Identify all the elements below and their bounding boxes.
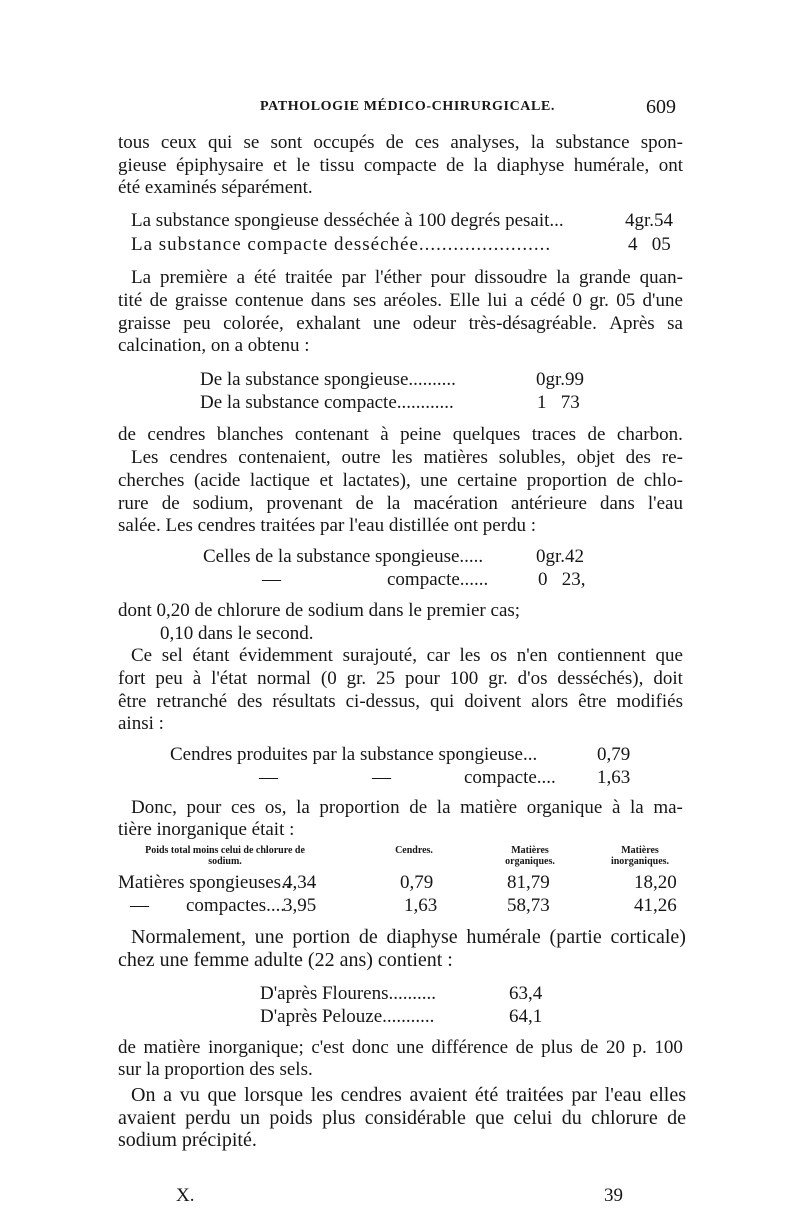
table-row-label: Matières spongieuses..: [118, 872, 291, 893]
table-cell: 1,63: [404, 895, 438, 916]
word: blanches: [216, 424, 284, 445]
table-cell: 3,95: [283, 895, 317, 916]
word: occupés: [313, 132, 375, 153]
text-line: [118, 155, 683, 177]
word: chlo-: [643, 470, 683, 491]
word: celui: [513, 1107, 553, 1129]
produced-value: 0,79: [597, 744, 631, 765]
word: vu: [179, 1084, 200, 1106]
word: une: [254, 926, 284, 948]
word: portion: [292, 926, 351, 948]
text-line: salée. Les cendres traitées par l'eau distillée ont perdu :: [118, 515, 537, 536]
word: de: [358, 926, 378, 948]
word: à: [611, 797, 621, 818]
word: odeur: [412, 313, 457, 334]
word: quelques: [452, 424, 521, 445]
word: humérale: [466, 926, 541, 948]
word: matière: [460, 797, 518, 818]
word: (0: [320, 668, 337, 689]
table-cell: 18,20: [634, 872, 677, 893]
word: La: [131, 267, 152, 288]
word: aréoles.: [383, 290, 443, 311]
word: ces: [414, 132, 440, 153]
word: peu: [183, 313, 211, 334]
word: organique: [526, 797, 603, 818]
word: des: [237, 691, 263, 712]
word: antérieure: [510, 493, 587, 514]
word: rure: [118, 493, 149, 514]
word: Normalement,: [131, 926, 246, 948]
word: le: [296, 155, 311, 176]
word: donc: [351, 1037, 389, 1058]
word: sont: [270, 132, 303, 153]
word: avaient: [409, 1084, 468, 1106]
word: cendres: [340, 1084, 402, 1106]
word: des: [625, 447, 651, 468]
word: cendres: [147, 424, 206, 445]
word: sel: [161, 645, 183, 666]
word: charbon.: [616, 424, 683, 445]
word: n'en: [516, 645, 548, 666]
word: plus: [541, 1037, 573, 1058]
word: la: [386, 493, 401, 514]
word: plus: [322, 1107, 356, 1129]
word: matières: [423, 447, 488, 468]
word: par: [341, 267, 366, 288]
word: 25: [376, 668, 396, 689]
word: dans: [310, 290, 346, 311]
ditto-dash: —: [130, 895, 149, 916]
word: compacte: [363, 155, 437, 176]
word: épiphysaire: [176, 155, 264, 176]
word: Donc,: [131, 797, 177, 818]
word: être: [578, 691, 607, 712]
word: desséchés),: [557, 668, 644, 689]
text-line: tière inorganique était :: [118, 819, 295, 840]
text-line: dont 0,20 de chlorure de sodium dans le premier cas;: [118, 600, 521, 621]
word: de: [616, 470, 635, 491]
word: poids: [269, 1107, 313, 1129]
ditto-dash: —: [259, 767, 278, 788]
author-value: 63,4: [509, 983, 543, 1004]
word: exhalant: [296, 313, 361, 334]
word: humérale,: [573, 155, 650, 176]
word: sodium,: [192, 493, 254, 514]
weight-label: La substance compacte desséchée.......................: [131, 234, 552, 255]
ash-label: De la substance spongieuse..........: [200, 369, 456, 390]
word: inorganique;: [208, 1037, 304, 1058]
word: analyses,: [450, 132, 520, 153]
word: une: [373, 313, 401, 334]
loss-label: compacte......: [387, 569, 489, 590]
word: traces: [531, 424, 577, 445]
word: (acide: [193, 470, 241, 491]
word: résultats: [272, 691, 336, 712]
word: peine: [400, 424, 442, 445]
word: la: [530, 132, 545, 153]
word: de: [118, 1037, 136, 1058]
word: provenant: [266, 493, 343, 514]
word: été: [474, 1084, 499, 1106]
word: normal: [257, 668, 311, 689]
word: qui: [207, 132, 233, 153]
word: peu: [155, 668, 183, 689]
word: fort: [118, 668, 146, 689]
text-line: [118, 691, 683, 713]
word: surajouté,: [342, 645, 417, 666]
text-line: [118, 424, 683, 446]
word: objet: [576, 447, 615, 468]
word: différence: [431, 1037, 509, 1058]
text-line: [131, 645, 683, 667]
ash-value: 1 73: [537, 392, 580, 413]
word: à: [380, 424, 389, 445]
word: considérable: [364, 1107, 466, 1129]
word: étant: [192, 645, 230, 666]
text-line: calcination, on a obtenu :: [118, 335, 310, 356]
word: ceux: [160, 132, 197, 153]
table-cell: 58,73: [507, 895, 550, 916]
word: lorsque: [244, 1084, 303, 1106]
text-line: sodium précipité.: [118, 1129, 257, 1151]
word: cédé: [530, 290, 566, 311]
word: quan-: [639, 267, 683, 288]
word: a: [236, 267, 245, 288]
word: la: [436, 797, 451, 818]
ash-label: De la substance compacte............: [200, 392, 454, 413]
word: (partie: [549, 926, 602, 948]
word: par: [571, 1084, 597, 1106]
weight-value: 4gr.54: [625, 210, 674, 231]
word: proportion: [319, 797, 400, 818]
word: tité: [118, 290, 143, 311]
text-line: sur la proportion des sels.: [118, 1059, 313, 1080]
word: perdu: [185, 1107, 231, 1129]
word: dans: [599, 493, 635, 514]
word: grande: [578, 267, 631, 288]
loss-value: 0 23,: [538, 569, 586, 590]
word: de: [355, 493, 374, 514]
word: pour: [405, 668, 440, 689]
word: dissoudre: [474, 267, 548, 288]
word: pour: [186, 797, 222, 818]
ash-value: 0gr.99: [536, 369, 585, 390]
table-header: Poids total moins celui de chlorure de sodium.: [145, 845, 305, 867]
word: pour: [430, 267, 466, 288]
word: graisse: [174, 290, 228, 311]
word: matière: [143, 1037, 201, 1058]
word: a: [163, 1084, 173, 1106]
word: proportion: [526, 470, 607, 491]
text-line: [131, 797, 683, 819]
word: première: [160, 267, 228, 288]
word: un: [240, 1107, 261, 1129]
word: l'éther: [374, 267, 422, 288]
word: os,: [264, 797, 287, 818]
ditto-dash: —: [262, 569, 281, 590]
word: une: [396, 1037, 424, 1058]
loss-value: 0gr.42: [536, 546, 585, 567]
word: de: [149, 290, 168, 311]
text-line: [131, 926, 686, 949]
word: ont: [658, 155, 683, 176]
word: de: [580, 1037, 599, 1058]
word: gr.: [589, 290, 609, 311]
text-line: [118, 132, 683, 154]
word: les: [459, 645, 481, 666]
word: l'état: [211, 668, 248, 689]
word: traitées: [505, 1084, 564, 1106]
word: p.: [632, 1037, 647, 1058]
word: diaphyse: [496, 155, 565, 176]
word: évidemment: [239, 645, 333, 666]
text-line: 0,10 dans le second.: [160, 623, 314, 644]
word: être: [118, 691, 147, 712]
word: cendres: [169, 447, 228, 468]
word: lui: [487, 290, 508, 311]
volume-mark: X.: [176, 1185, 195, 1206]
ditto-dash: —: [372, 767, 391, 788]
word: contenue: [234, 290, 304, 311]
word: de: [667, 1107, 686, 1129]
word: chlorure: [591, 1107, 658, 1129]
word: avaient: [118, 1107, 176, 1129]
word: graisse: [118, 313, 171, 334]
word: que: [655, 645, 683, 666]
word: car: [426, 645, 450, 666]
word: outre: [341, 447, 381, 468]
word: solubles,: [498, 447, 566, 468]
word: de: [161, 493, 180, 514]
word: a: [514, 290, 524, 311]
word: certaine: [457, 470, 518, 491]
page-number: 609: [646, 96, 676, 118]
word: une: [420, 470, 448, 491]
word: modifiés: [616, 691, 683, 712]
word: retranché: [156, 691, 228, 712]
word: doit: [653, 668, 683, 689]
word: tissu: [319, 155, 355, 176]
word: diaphyse: [386, 926, 458, 948]
text-line: [118, 1037, 683, 1059]
text-line: [131, 447, 683, 469]
word: 05: [616, 290, 636, 311]
word: doivent: [464, 691, 522, 712]
word: qui: [429, 691, 455, 712]
loss-label: Celles de la substance spongieuse.....: [203, 546, 484, 567]
word: Ce: [131, 645, 153, 666]
text-line: [131, 267, 683, 289]
table-cell: 0,79: [400, 872, 434, 893]
table-cell: 4,34: [283, 872, 317, 893]
text-line: [118, 1107, 686, 1130]
word: d'os: [517, 668, 548, 689]
word: de: [446, 155, 465, 176]
weight-value: 4 05: [628, 234, 671, 255]
word: ma-: [653, 797, 683, 818]
running-header: PATHOLOGIE MÉDICO-CHIRURGICALE.: [260, 99, 555, 114]
word: de: [118, 424, 136, 445]
produced-label: compacte....: [464, 767, 556, 788]
word: ci-dessus,: [345, 691, 421, 712]
word: la: [473, 155, 488, 176]
text-line: [118, 470, 683, 492]
word: et: [319, 470, 334, 491]
word: spon-: [640, 132, 683, 153]
text-line: [118, 668, 683, 690]
text-line: été examinés séparément.: [118, 177, 313, 198]
word: les: [310, 1084, 333, 1106]
word: de: [587, 424, 606, 445]
word: 100: [449, 668, 479, 689]
word: de: [515, 1037, 534, 1058]
word: substance: [555, 132, 630, 153]
word: sa: [667, 313, 683, 334]
word: c'est: [311, 1037, 345, 1058]
word: contenaient,: [238, 447, 331, 468]
word: se: [243, 132, 260, 153]
word: On: [131, 1084, 156, 1106]
weight-label: La substance spongieuse desséchée à 100 degrés pesait...: [131, 210, 564, 231]
word: re-: [661, 447, 683, 468]
word: la: [630, 797, 644, 818]
word: ses: [352, 290, 377, 311]
author-value: 64,1: [509, 1006, 543, 1027]
text-line: [118, 290, 683, 312]
table-header: Matières organiques.: [505, 845, 555, 867]
text-line: [118, 313, 683, 335]
text-line: chez une femme adulte (22 ans) contient :: [118, 949, 453, 971]
word: cherches: [118, 470, 185, 491]
word: que: [475, 1107, 505, 1129]
text-line: [118, 493, 683, 515]
word: d'une: [642, 290, 683, 311]
word: lactique: [249, 470, 310, 491]
text-line: ainsi :: [118, 713, 164, 734]
produced-label: Cendres produites par la substance spongieuse...: [170, 744, 538, 765]
word: de: [385, 132, 404, 153]
word: traitée: [285, 267, 333, 288]
word: contenant: [294, 424, 369, 445]
word: lactates),: [342, 470, 411, 491]
word: ces: [230, 797, 256, 818]
word: Après: [609, 313, 655, 334]
word: la: [556, 267, 570, 288]
word: que: [207, 1084, 237, 1106]
word: alors: [531, 691, 569, 712]
word: macération: [413, 493, 498, 514]
word: elles: [649, 1084, 686, 1106]
word: l'eau: [647, 493, 683, 514]
word: gr.: [346, 668, 367, 689]
word: à: [192, 668, 202, 689]
word: gr.: [488, 668, 508, 689]
word: 20: [605, 1037, 625, 1058]
table-row-label: compactes....: [186, 895, 286, 916]
word: l'eau: [604, 1084, 642, 1106]
word: 100: [654, 1037, 683, 1058]
word: de: [409, 797, 428, 818]
word: très-désagréable.: [468, 313, 597, 334]
table-cell: 81,79: [507, 872, 550, 893]
word: Elle: [449, 290, 480, 311]
word: les: [391, 447, 413, 468]
produced-value: 1,63: [597, 767, 631, 788]
author-label: D'après Flourens..........: [260, 983, 436, 1004]
word: contiennent: [557, 645, 646, 666]
word: Les: [131, 447, 159, 468]
word: tous: [118, 132, 150, 153]
table-header: Cendres.: [395, 845, 433, 856]
word: du: [561, 1107, 582, 1129]
word: la: [296, 797, 310, 818]
table-cell: 41,26: [634, 895, 677, 916]
word: été: [254, 267, 277, 288]
text-line: [131, 1084, 686, 1107]
word: 0: [572, 290, 583, 311]
word: colorée,: [223, 313, 284, 334]
word: et: [273, 155, 287, 176]
word: gieuse: [118, 155, 167, 176]
word: corticale): [610, 926, 686, 948]
signature-mark: 39: [604, 1185, 623, 1206]
table-header: Matières inorganiques.: [610, 845, 670, 867]
author-label: D'après Pelouze...........: [260, 1006, 435, 1027]
word: os: [490, 645, 508, 666]
